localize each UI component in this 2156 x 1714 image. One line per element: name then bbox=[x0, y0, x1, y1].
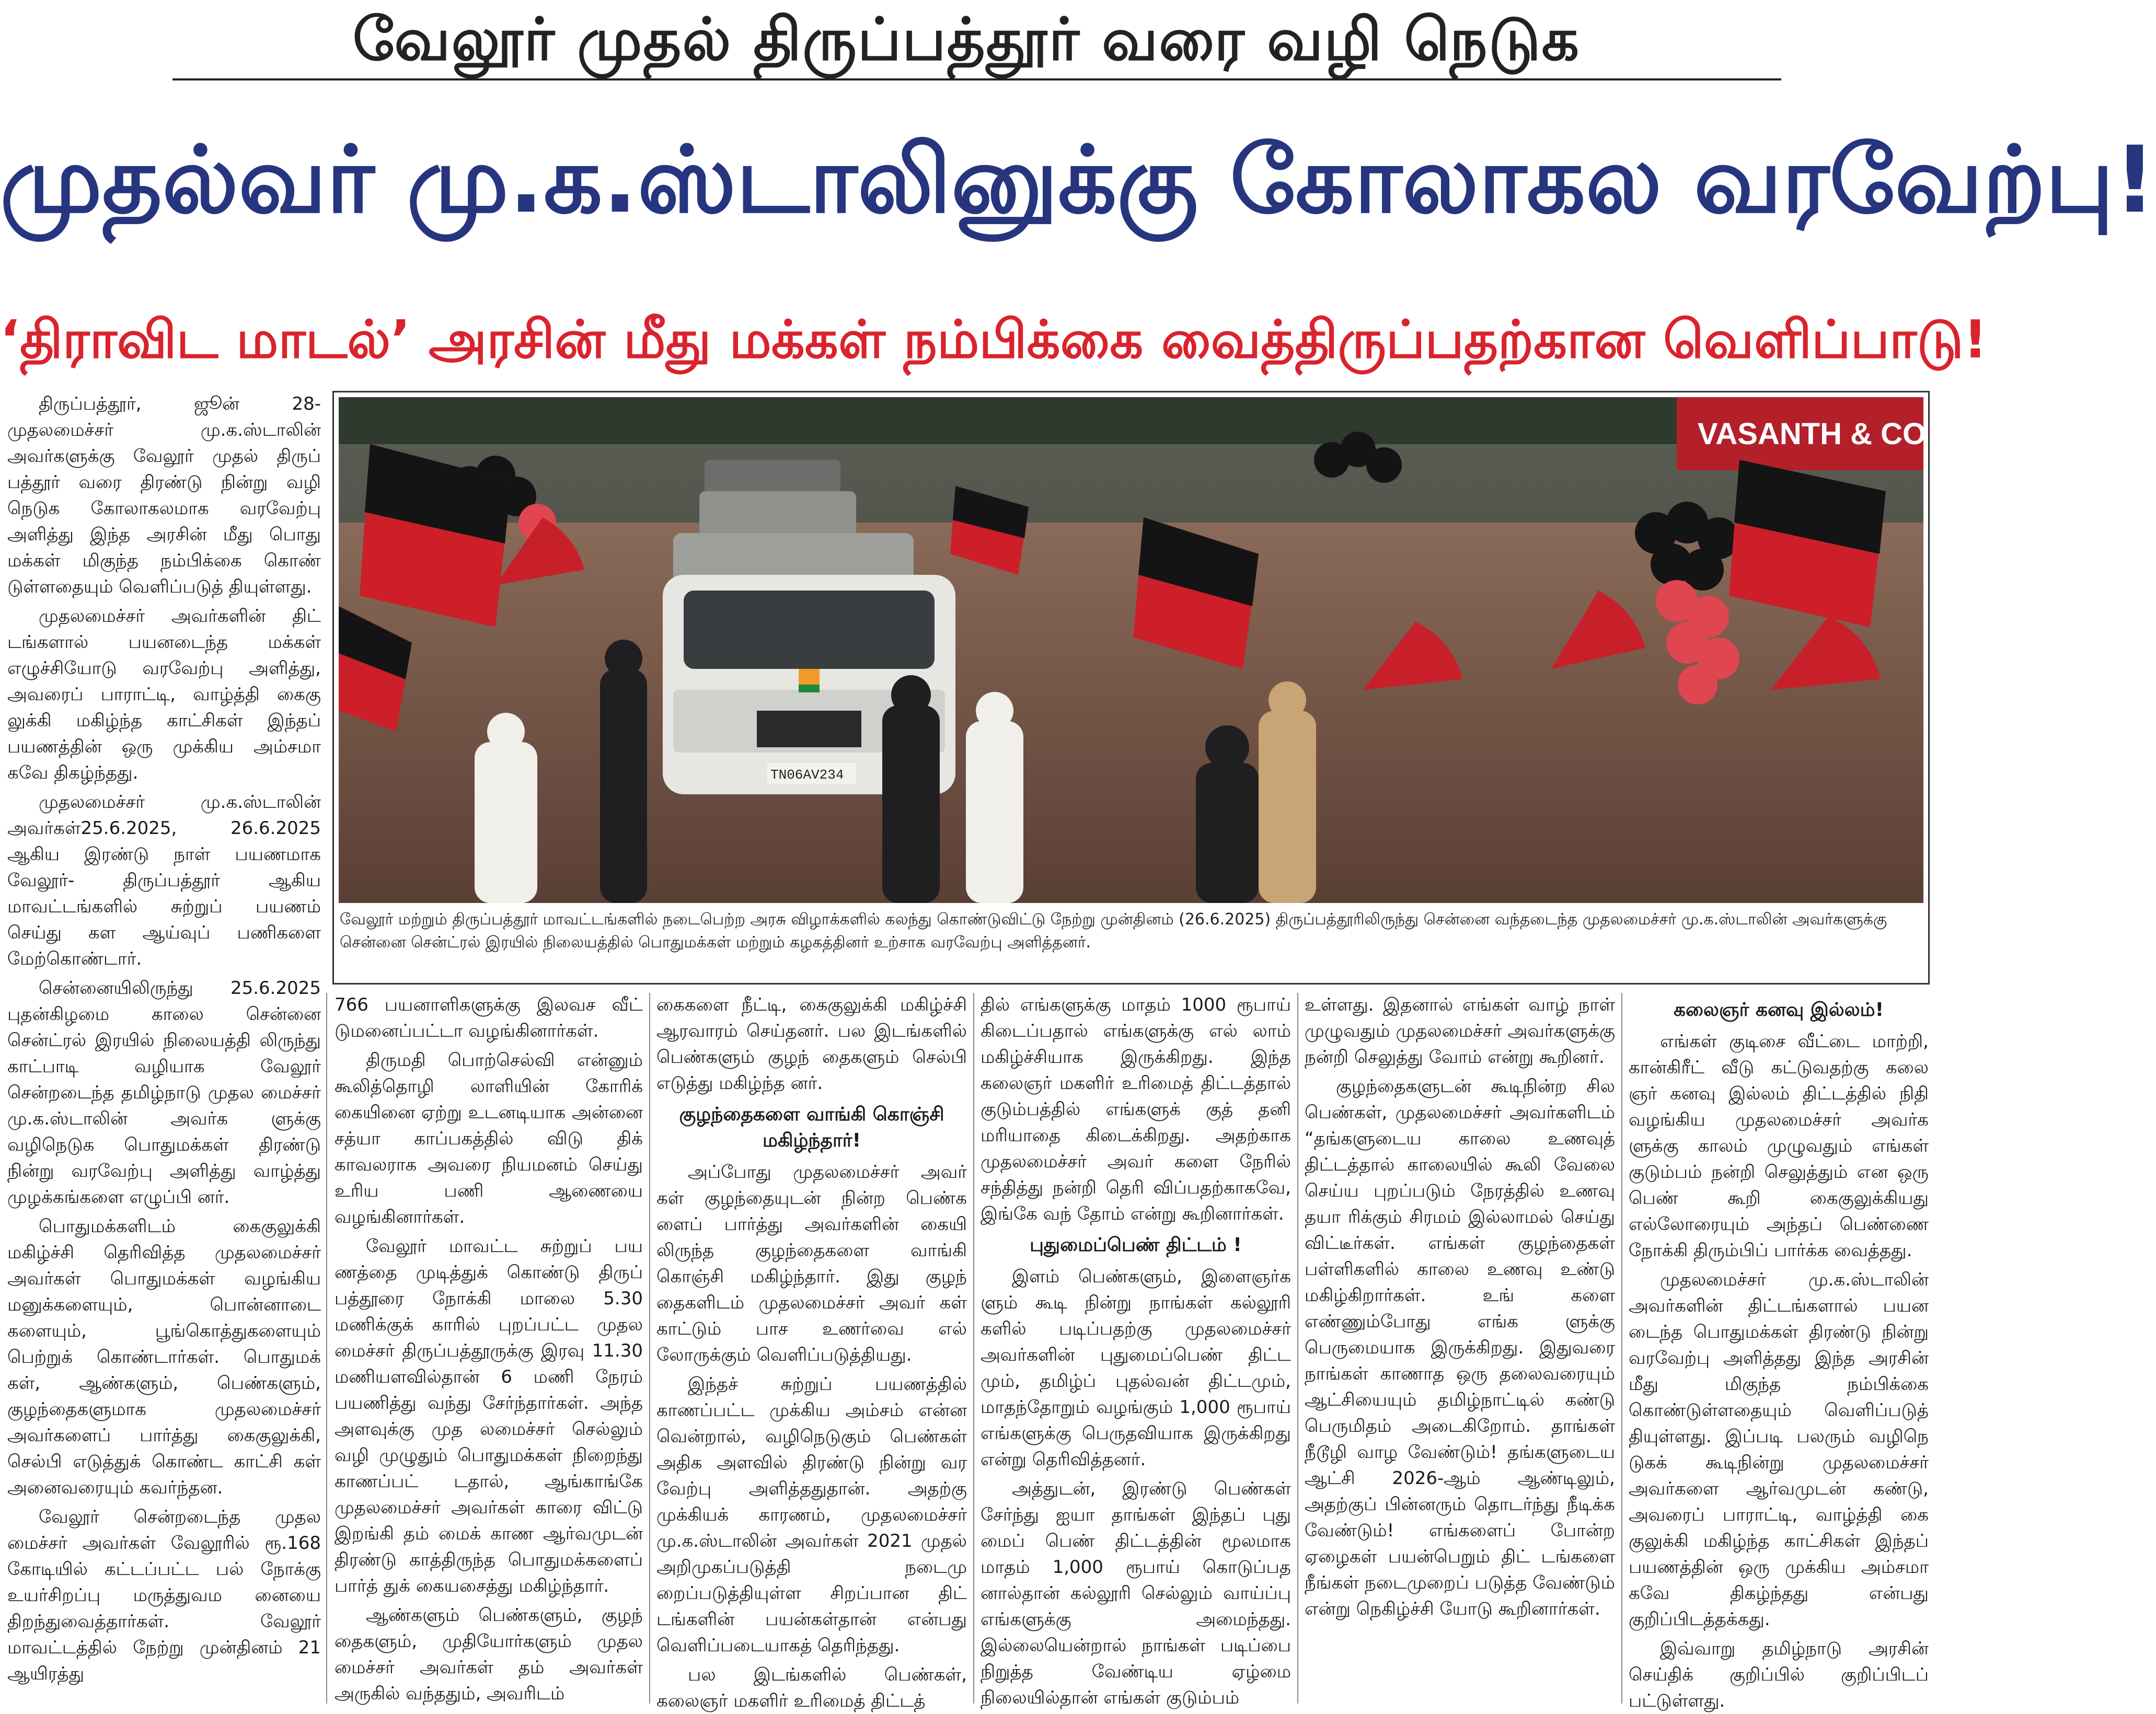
column-2-paragraph: திருமதி பொற்செல்வி என்னும் கூலித்தொழி லாளியின் கோரிக் கையினை ஏற்று உடனடியாக அன்னை சத்யா காப்பகத்தில் விடு திக் காவலராக அவரை நியமனம் செய்து உரிய பணி ஆணையை வழங்கினார்கள். bbox=[335, 1050, 643, 1227]
photo-caption: வேலூர் மற்றும் திருப்பத்தூர் மாவட்டங்களில் நடைபெற்ற அரசு விழாக்களில் கலந்து கொண்டுவிட்டு நேற்று முன்தினம் (26.6.2025) திருப்பத்தூரிலிருந்து சென்னை வந்தடைந்த முதலமைச்சர் மு.க.ஸ்டாலின் அவர்களுக்கு சென்னை சென்ட்ரல் இரயில் நிலையத்தில் பொதுமக்கள் மற்றும் கழகத்தினர் உற்சாக வரவேற்பு அளித்தனர். bbox=[340, 910, 1887, 952]
column-1-paragraph: சென்னையிலிருந்து 25.6.2025 புதன்கிழமை காலை சென்னை சென்ட்ரல் இரயில் நிலையத்தி லிருந்து காட்பாடி வழியாக வேலூர் சென்றடைந்த தமிழ்நாடு முதல மைச்சர் மு.க.ஸ்டாலின் அவர்க ளுக்கு வழிநெடுக பொதுமக்கள் திரண்டு நின்று வரவேற்பு அளித்து வாழ்த்து முழக்கங்களை எழுப்பி னர். bbox=[7, 978, 321, 1208]
article-column-1 bbox=[7, 391, 321, 1703]
column-3-paragraph: பல இடங்களில் பெண்கள், கலைஞர் மகளிர் உரிமைத் திட்டத் bbox=[656, 1664, 967, 1711]
column-3-subheading: குழந்தைகளை வாங்கி கொஞ்சி மகிழ்ந்தார்! bbox=[679, 1104, 944, 1151]
article-column-3 bbox=[656, 992, 967, 1711]
article-column-6 bbox=[1629, 992, 1929, 1711]
column-3-paragraph: கைகளை நீட்டி, கைகுலுக்கி மகிழ்ச்சி ஆரவாரம் செய்தனர். பல இடங்களில் பெண்களும் குழந் தைகளும் செல்பி எடுத்து மகிழ்ந்த னர். bbox=[656, 994, 967, 1094]
column-2-paragraph: ஆண்களும் பெண்களும், குழந் தைகளும், முதியோர்களும் முதல மைச்சர் அவர்கள் தம் அவர்கள் அருகில் வந்ததும், அவரிடம் bbox=[335, 1605, 643, 1704]
article-column-5 bbox=[1305, 992, 1615, 1703]
article-column-4 bbox=[981, 992, 1291, 1708]
news-photo bbox=[339, 397, 1927, 903]
column-6-paragraph: இவ்வாறு தமிழ்நாடு அரசின் செய்திக் குறிப்பில் குறிப்பிடப் பட்டுள்ளது. bbox=[1629, 1638, 1929, 1711]
column-6-paragraph: எங்கள் குடிசை வீட்டை மாற்றி, கான்கிரீட் வீடு கட்டுவதற்கு கலை ஞர் கனவு இல்லம் திட்டத்தில் நிதி வழங்கிய முதலமைச்சர் அவர்க ளுக்கு காலம் முழுவதும் எங்கள் குடும்பம் நன்றி செலுத்தும் என ஒரு பெண் கூறி கைகுலுக்கியது எல்லோரையும் அந்தப் பெண்ணை நோக்கி திரும்பிப் பார்க்க வைத்தது. bbox=[1629, 1031, 1929, 1261]
column-4-paragraph: அத்துடன், இரண்டு பெண்கள் சேர்ந்து ஐயா தாங்கள் இந்தப் புது மைப் பெண் திட்டத்தின் மூலமாக மாதம் 1,000 ரூபாய் கொடுப்பத னால்தான் கல்லூரி செல்லும் வாய்ப்பு எங்களுக்கு அமைந்தது. இல்லையென்றால் நாங்கள் படிப்பை நிறுத்த வேண்டிய ஏழ்மை நிலையில்தான் எங்கள் குடும்பம் bbox=[981, 1478, 1291, 1708]
column-1-paragraph: முதலமைச்சர் அவர்களின் திட் டங்களால் பயனடைந்த மக்கள் எழுச்சியோடு வரவேற்பு அளித்து, அவரைப் பாராட்டி, வாழ்த்தி கைகு லுக்கி மகிழ்ந்த காட்சிகள் இந்தப் பயணத்தின் ஒரு முக்கிய அம்சமா கவே திகழ்ந்தது. bbox=[7, 606, 321, 783]
column-4-paragraph: தில் எங்களுக்கு மாதம் 1000 ரூபாய் கிடைப்பதால் எங்களுக்கு எல் லாம் மகிழ்ச்சியாக இருக்கிறது. இந்த கலைஞர் மகளிர் உரிமைத் திட்டத்தால் குடும்பத்தில் எங்களுக் குத் தனி மரியாதை கிடைக்கிறது. அதற்காக முதலமைச்சர் அவர் களை நேரில் சந்தித்து நன்றி தெரி விப்பதற்காகவே, இங்கே வந் தோம் என்று கூறினார்கள். bbox=[981, 994, 1291, 1224]
column-divider bbox=[649, 993, 650, 1704]
column-4-paragraph: இளம் பெண்களும், இளைஞர்க ளும் கூடி நின்று நாங்கள் கல்லூரி களில் படிப்பதற்கு முதலமைச்சர் அவர்களின் புதுமைப்பெண் திட்ட மும், தமிழ்ப் புதல்வன் திட்டமும், மாதந்தோறும் வழங்கும் 1,000 ரூபாய் எங்களுக்கு பெருதவியாக இருக்கிறது என்று தெரிவித்தனர். bbox=[981, 1266, 1291, 1470]
column-5-paragraph: உள்ளது. இதனால் எங்கள் வாழ் நாள் முழுவதும் முதலமைச்சர் அவர்களுக்கு நன்றி செலுத்து வோம் என்று கூறினர். bbox=[1305, 994, 1615, 1068]
column-1-paragraph: வேலூர் சென்றடைந்த முதல மைச்சர் அவர்கள் வேலூரில் ரூ.168 கோடியில் கட்டப்பட்ட பல் நோக்கு உயர்சிறப்பு மருத்துவம னையை திறந்துவைத்தார்கள். வேலூர் மாவட்டத்தில் நேற்று முன்தினம் 21 ஆயிரத்து bbox=[7, 1507, 321, 1684]
sub-headline: ‘திராவிட மாடல்’ அரசின் மீது மக்கள் நம்பிக்கை வைத்திருப்பதற்கான வெளிப்பாடு! bbox=[0, 309, 1988, 370]
column-1-paragraph: பொதுமக்களிடம் கைகுலுக்கி மகிழ்ச்சி தெரிவித்த முதலமைச்சர் அவர்கள் பொதுமக்கள் வழங்கிய மனுக்களையும், பொன்னாடை களையும், பூங்கொத்துகளையும் பெற்றுக் கொண்டார்கள். பொதுமக் கள், ஆண்களும், பெண்களும், குழந்தைகளுமாக முதலமைச்சர் அவர்களைப் பார்த்து கைகுலுக்கி, செல்பி எடுத்துக் கொண்ட காட்சி கள் அனைவரையும் கவர்ந்தன. bbox=[7, 1216, 321, 1498]
column-divider bbox=[973, 993, 974, 1704]
column-3-paragraph: இந்தச் சுற்றுப் பயணத்தில் காணப்பட்ட முக்கிய அம்சம் என்ன வென்றால், வழிநெடுகும் பெண்கள் அதிக அளவில் திரண்டு நின்று வர வேற்பு அளித்ததுதான். அதற்கு முக்கியக் காரணம், முதலமைச்சர் மு.க.ஸ்டாலின் அவர்கள் 2021 முதல் அறிமுகப்படுத்தி நடைமு றைப்படுத்தியுள்ள சிறப்பான திட் டங்களின் பயன்கள்தான் என்பது வெளிப்படையாகத் தெரிந்தது. bbox=[656, 1374, 967, 1656]
column-6-subheading: கலைஞர் கனவு இல்லம்! bbox=[1673, 999, 1884, 1021]
column-5-paragraph: குழந்தைகளுடன் கூடிநின்ற சில பெண்கள், முதலமைச்சர் அவர்களிடம் “தங்களுடைய காலை உணவுத் திட்டத்தால் காலையில் கூலி வேலை செய்ய புறப்படும் நேரத்தில் உணவு தயா ரிக்கும் சிரமம் இல்லாமல் செய்து விட்டீர்கள். எங்கள் குழந்தைகள் பள்ளிகளில் காலை உணவு உண்டு மகிழ்கிறார்கள். உங் களை எண்ணும்போது எங்க ளுக்கு பெருமையாக இருக்கிறது. இதுவரை நாங்கள் காணாத ஒரு தலைவரையும் ஆட்சியையும் தமிழ்நாட்டில் கண்டு பெருமிதம் அடைகிறோம். தாங்கள் நீடூழி வாழ வேண்டும்! தங்களுடைய ஆட்சி 2026-ஆம் ஆண்டிலும், அதற்குப் பின்னரும் தொடர்ந்து நீடிக்க வேண்டும்! எங்களைப் போன்ற ஏழைகள் பயன்பெறும் திட் டங்களை நீங்கள் நடைமுறைப் படுத்த வேண்டும் என்று நெகிழ்ச்சி யோடு கூறினார்கள். bbox=[1305, 1076, 1615, 1619]
column-divider bbox=[1621, 993, 1622, 1704]
article-column-2 bbox=[335, 992, 643, 1703]
kicker-rule bbox=[172, 78, 1781, 80]
crowd-photo-illustration bbox=[339, 397, 1927, 903]
main-headline: முதல்வர் மு.க.ஸ்டாலினுக்கு கோலாகல வரவேற்பு! bbox=[0, 126, 2156, 234]
number-plate: TN06AV234 bbox=[770, 767, 844, 783]
column-2-paragraph: 766 பயனாளிகளுக்கு இலவச வீட் டுமனைப்பட்டா வழங்கினார்கள். bbox=[335, 994, 643, 1041]
column-divider bbox=[1297, 993, 1298, 1704]
column-1-paragraph: திருப்பத்தூர், ஜூன் 28- முதலமைச்சர் மு.க.ஸ்டாலின் அவர்களுக்கு வேலூர் முதல் திருப் பத்தூர் வரை திரண்டு நின்று வழி நெடுக கோலாகலமாக வரவேற்பு அளித்து இந்த அரசின் மீது பொது மக்கள் மிகுந்த நம்பிக்கை கொண் டுள்ளதையும் வெளிப்படுத் தியுள்ளது. bbox=[7, 393, 321, 597]
column-4-subheading: புதுமைப்பெண் திட்டம் ! bbox=[1030, 1234, 1242, 1256]
kicker-title: வேலூர் முதல் திருப்பத்தூர் வரை வழி நெடுக bbox=[352, 6, 1581, 74]
column-2-paragraph: வேலூர் மாவட்ட சுற்றுப் பய ணத்தை முடித்துக் கொண்டு திருப் பத்தூரை நோக்கி மாலை 5.30 மணிக்குக் காரில் புறப்பட்ட முதல மைச்சர் திருப்பத்தூருக்கு இரவு 11.30 மணியளவில்தான் 6 மணி நேரம் பயணித்து வந்து சேர்ந்தார்கள். அந்த அளவுக்கு முத லமைச்சர் செல்லும் வழி முழுதும் பொதுமக்கள் நிறைந்து காணப்பட் டதால், ஆங்காங்கே முதலமைச்சர் அவர்கள் காரை விட்டு இறங்கி தம் மைக் காண ஆர்வமுடன் திரண்டு காத்திருந்த பொதுமக்களைப் பார்த் துக் கையசைத்து மகிழ்ந்தார். bbox=[335, 1236, 643, 1596]
column-1-paragraph: முதலமைச்சர் மு.க.ஸ்டாலின் அவர்கள்25.6.2025, 26.6.2025 ஆகிய இரண்டு நாள் பயணமாக வேலூர்- திருப்பத்தூர் ஆகிய மாவட்டங்களில் சுற்றுப் பயணம் செய்து கள ஆய்வுப் பணிகளை மேற்கொண்டார். bbox=[7, 792, 321, 969]
column-divider bbox=[326, 993, 327, 1704]
shop-sign: VASANTH & CO bbox=[1698, 417, 1927, 451]
column-6-paragraph: முதலமைச்சர் மு.க.ஸ்டாலின் அவர்களின் திட்டங்களால் பயன டைந்த பொதுமக்கள் திரண்டு நின்று வரவேற்பு அளித்தது இந்த அரசின் மீது மிகுந்த நம்பிக்கை கொண்டுள்ளதையும் வெளிப்படுத் தியுள்ளது. இப்படி பலரும் வழிநெ டுகக் கூடிநின்று முதலமைச்சர் அவர்களை ஆர்வமுடன் கண்டு, அவரைப் பாராட்டி, வாழ்த்தி கை குலுக்கி மகிழ்ந்த காட்சிகள் இந்தப் பயணத்தின் ஒரு முக்கிய அம்சமா கவே திகழ்ந்தது என்பது குறிப்பிடத்தக்கது. bbox=[1629, 1269, 1929, 1630]
column-3-paragraph: அப்போது முதலமைச்சர் அவர் கள் குழந்தையுடன் நின்ற பெண்க ளைப் பார்த்து அவர்களின் கையி லிருந்த குழந்தைகளை வாங்கி கொஞ்சி மகிழ்ந்தார். இது குழந் தைகளிடம் முதலமைச்சர் அவர் கள் காட்டும் பாச உணர்வை எல் லோருக்கும் வெளிப்படுத்தியது. bbox=[656, 1162, 967, 1365]
